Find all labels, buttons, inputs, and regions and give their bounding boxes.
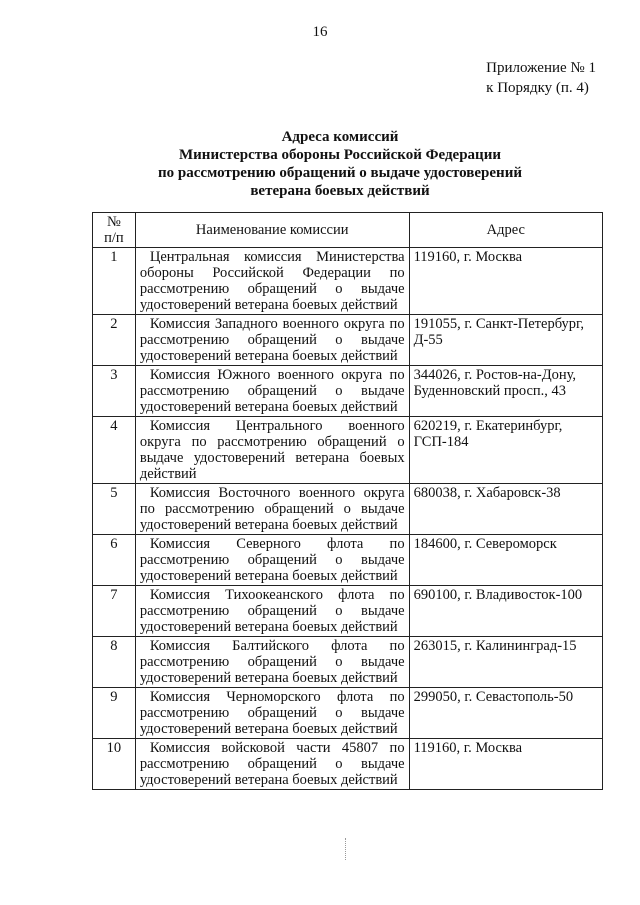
title-line-2: Министерства обороны Российской Федерации [179,147,501,163]
commission-address: 184600, г. Североморск [409,535,602,586]
table-row [93,484,603,535]
table-body [93,248,603,790]
table-row [93,248,603,315]
table-row [93,366,603,417]
commission-name [135,417,409,484]
header-number [93,213,136,248]
commission-address: 620219, г. Екатеринбург, ГСП-184 [409,417,602,484]
scan-mark [345,838,347,860]
row-number: 1 [93,248,136,315]
commission-name-text: Комиссия Северного флота по рассмотрению обращений о выдаче удостоверений ветерана боевых действий [139,536,405,584]
header-number-line-2: п/п [104,230,124,246]
table-row [93,637,603,688]
commission-address: 191055, г. Санкт-Петербург, Д-55 [409,315,602,366]
commission-name-text: Центральная комиссия Министерства обороны Российской Федерации по рассмотрению обращений о выдаче удостоверений ветерана боевых действий [139,249,405,313]
table-row [93,688,603,739]
row-number: 2 [93,315,136,366]
commission-address: 263015, г. Калининград-15 [409,637,602,688]
commission-name [135,484,409,535]
row-number: 9 [93,688,136,739]
commission-name-text: Комиссия войсковой части 45807 по рассмотрению обращений о выдаче удостоверений ветерана боевых действий [139,740,405,788]
row-number: 5 [93,484,136,535]
title-line-4: ветерана боевых действий [250,183,430,199]
commission-name [135,637,409,688]
commission-name-text: Комиссия Тихоокеанского флота по рассмотрению обращений о выдаче удостоверений ветерана боевых действий [139,587,405,635]
commission-address: 690100, г. Владивосток-100 [409,586,602,637]
title-line-3: по рассмотрению обращений о выдаче удостоверений [158,165,522,181]
table-row [93,417,603,484]
commission-name-text: Комиссия Южного военного округа по рассмотрению обращений о выдаче удостоверений ветерана боевых действий [139,367,405,415]
row-number: 8 [93,637,136,688]
table-header-row [93,213,603,248]
row-number: 6 [93,535,136,586]
header-address: Адрес [409,213,602,248]
appendix-line-2: к Порядку (п. 4) [486,80,589,96]
header-number-line-1: № [107,214,121,230]
row-number: 7 [93,586,136,637]
commission-name-text: Комиссия Черноморского флота по рассмотрению обращений о выдаче удостоверений ветерана боевых действий [139,689,405,737]
table-row [93,586,603,637]
commission-name-text: Комиссия Центрального военного округа по рассмотрению обращений о выдаче удостоверений ветерана боевых действий [139,418,405,482]
commission-name [135,586,409,637]
commission-address: 299050, г. Севастополь-50 [409,688,602,739]
row-number: 4 [93,417,136,484]
commission-address: 680038, г. Хабаровск-38 [409,484,602,535]
document-title [60,128,620,200]
appendix-reference [486,58,596,98]
row-number: 10 [93,739,136,790]
commission-name [135,688,409,739]
commission-name [135,248,409,315]
title-line-1: Адреса комиссий [281,129,399,145]
page-number: 16 [312,24,328,40]
commission-name [135,739,409,790]
commission-name-text: Комиссия Западного военного округа по рассмотрению обращений о выдаче удостоверений ветерана боевых действий [139,316,405,364]
commissions-table [92,212,603,790]
header-commission-name: Наименование комиссии [135,213,409,248]
commission-name [135,535,409,586]
commission-address: 119160, г. Москва [409,248,602,315]
commission-name [135,366,409,417]
table-row [93,535,603,586]
commission-address: 119160, г. Москва [409,739,602,790]
row-number: 3 [93,366,136,417]
commission-name-text: Комиссия Балтийского флота по рассмотрению обращений о выдаче удостоверений ветерана боевых действий [139,638,405,686]
table-row [93,315,603,366]
commission-address: 344026, г. Ростов-на-Дону, Буденновский просп., 43 [409,366,602,417]
table-row [93,739,603,790]
appendix-line-1: Приложение № 1 [486,60,596,76]
commission-name-text: Комиссия Восточного военного округа по рассмотрению обращений о выдаче удостоверений ветерана боевых действий [139,485,405,533]
commission-name [135,315,409,366]
